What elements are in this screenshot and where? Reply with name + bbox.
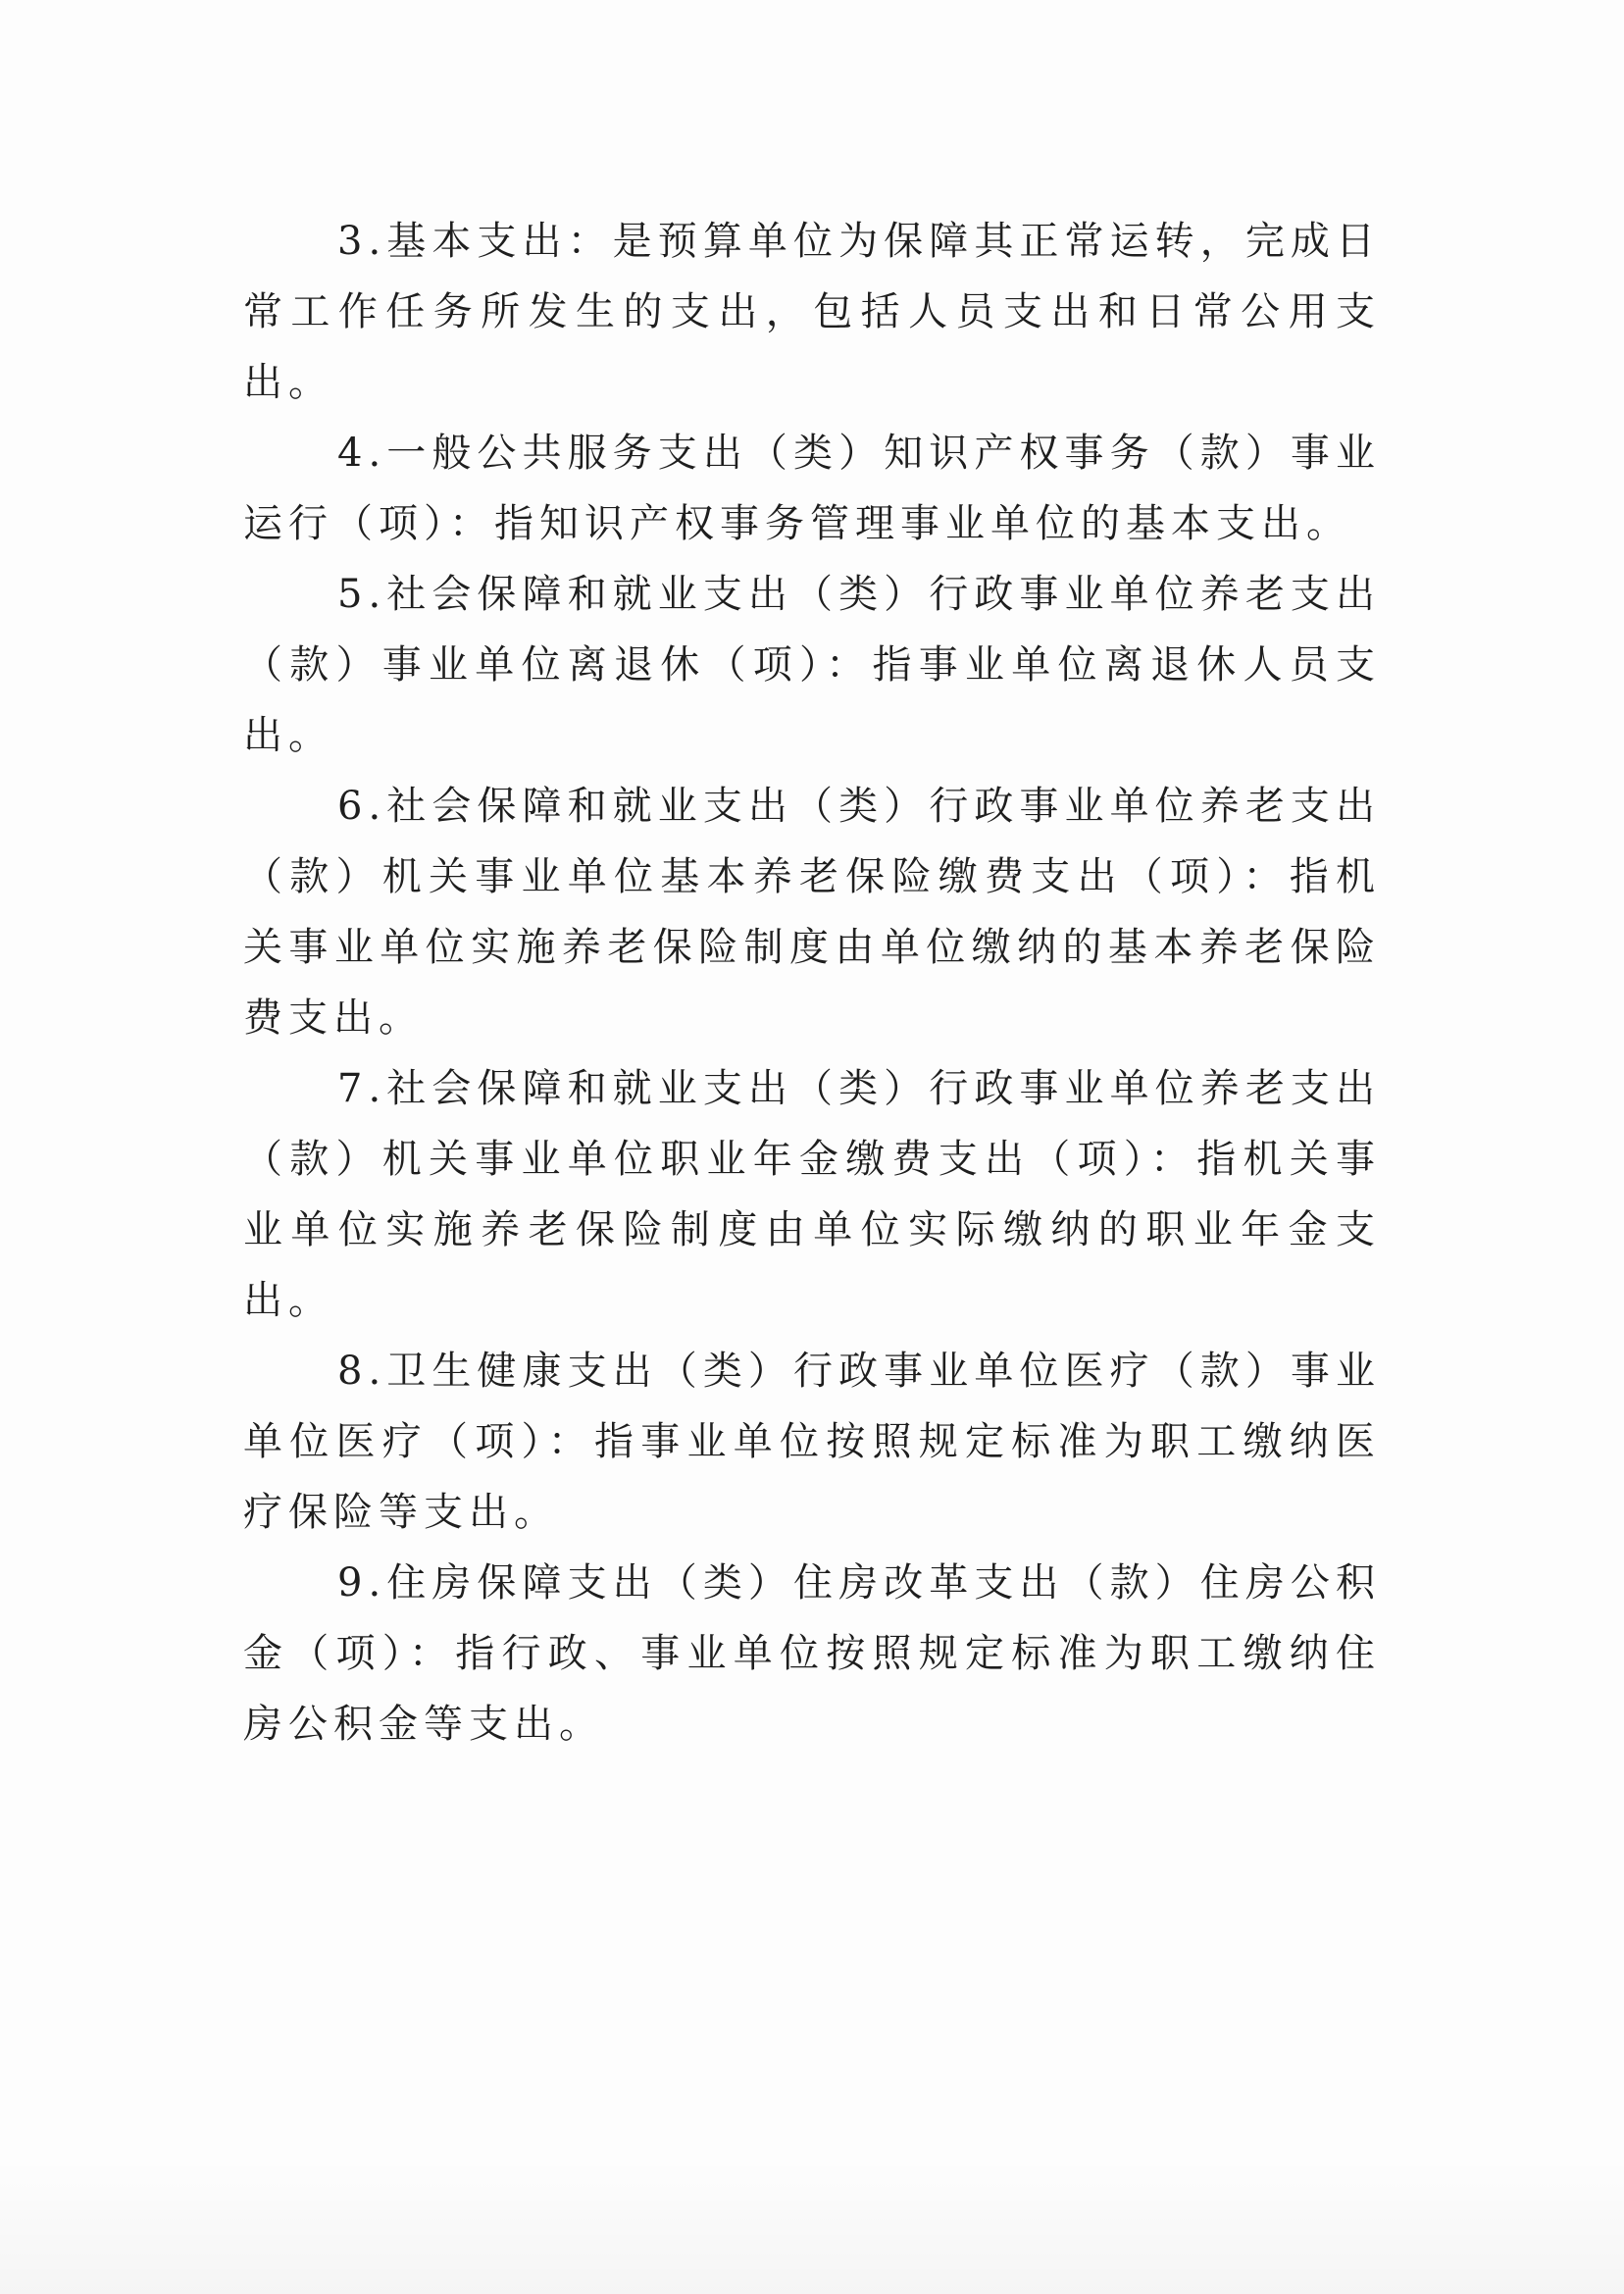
paragraph-ip-affairs: 4.一般公共服务支出（类）知识产权事务（款）事业运行（项）：指知识产权事务管理事业单位的基本支出。 xyxy=(243,431,1381,546)
paragraph-retirement: 5.社会保障和就业支出（类）行政事业单位养老支出（款）事业单位离退休（项）：指事业单位离退休人员支出。 xyxy=(243,572,1381,758)
paragraph-housing-fund: 9.住房保障支出（类）住房改革支出（款）住房公积金（项）：指行政、事业单位按照规定标准为职工缴纳住房公积金等支出。 xyxy=(243,1560,1381,1747)
document-body xyxy=(243,206,1381,1759)
scan-edge-shadow xyxy=(0,2158,1624,2294)
paragraph-basic-pension-insurance: 6.社会保障和就业支出（类）行政事业单位养老支出（款）机关事业单位基本养老保险缴费支出（项）：指机关事业单位实施养老保险制度由单位缴纳的基本养老保险费支出。 xyxy=(243,784,1381,1041)
paragraph-basic-expenditure: 3.基本支出：是预算单位为保障其正常运转，完成日常工作任务所发生的支出，包括人员支出和日常公用支出。 xyxy=(243,219,1381,405)
paragraph-medical: 8.卫生健康支出（类）行政事业单位医疗（款）事业单位医疗（项）：指事业单位按照规定标准为职工缴纳医疗保险等支出。 xyxy=(243,1349,1381,1535)
paragraph-occupational-annuity: 7.社会保障和就业支出（类）行政事业单位养老支出（款）机关事业单位职业年金缴费支出（项）：指机关事业单位实施养老保险制度由单位实际缴纳的职业年金支出。 xyxy=(243,1066,1381,1323)
